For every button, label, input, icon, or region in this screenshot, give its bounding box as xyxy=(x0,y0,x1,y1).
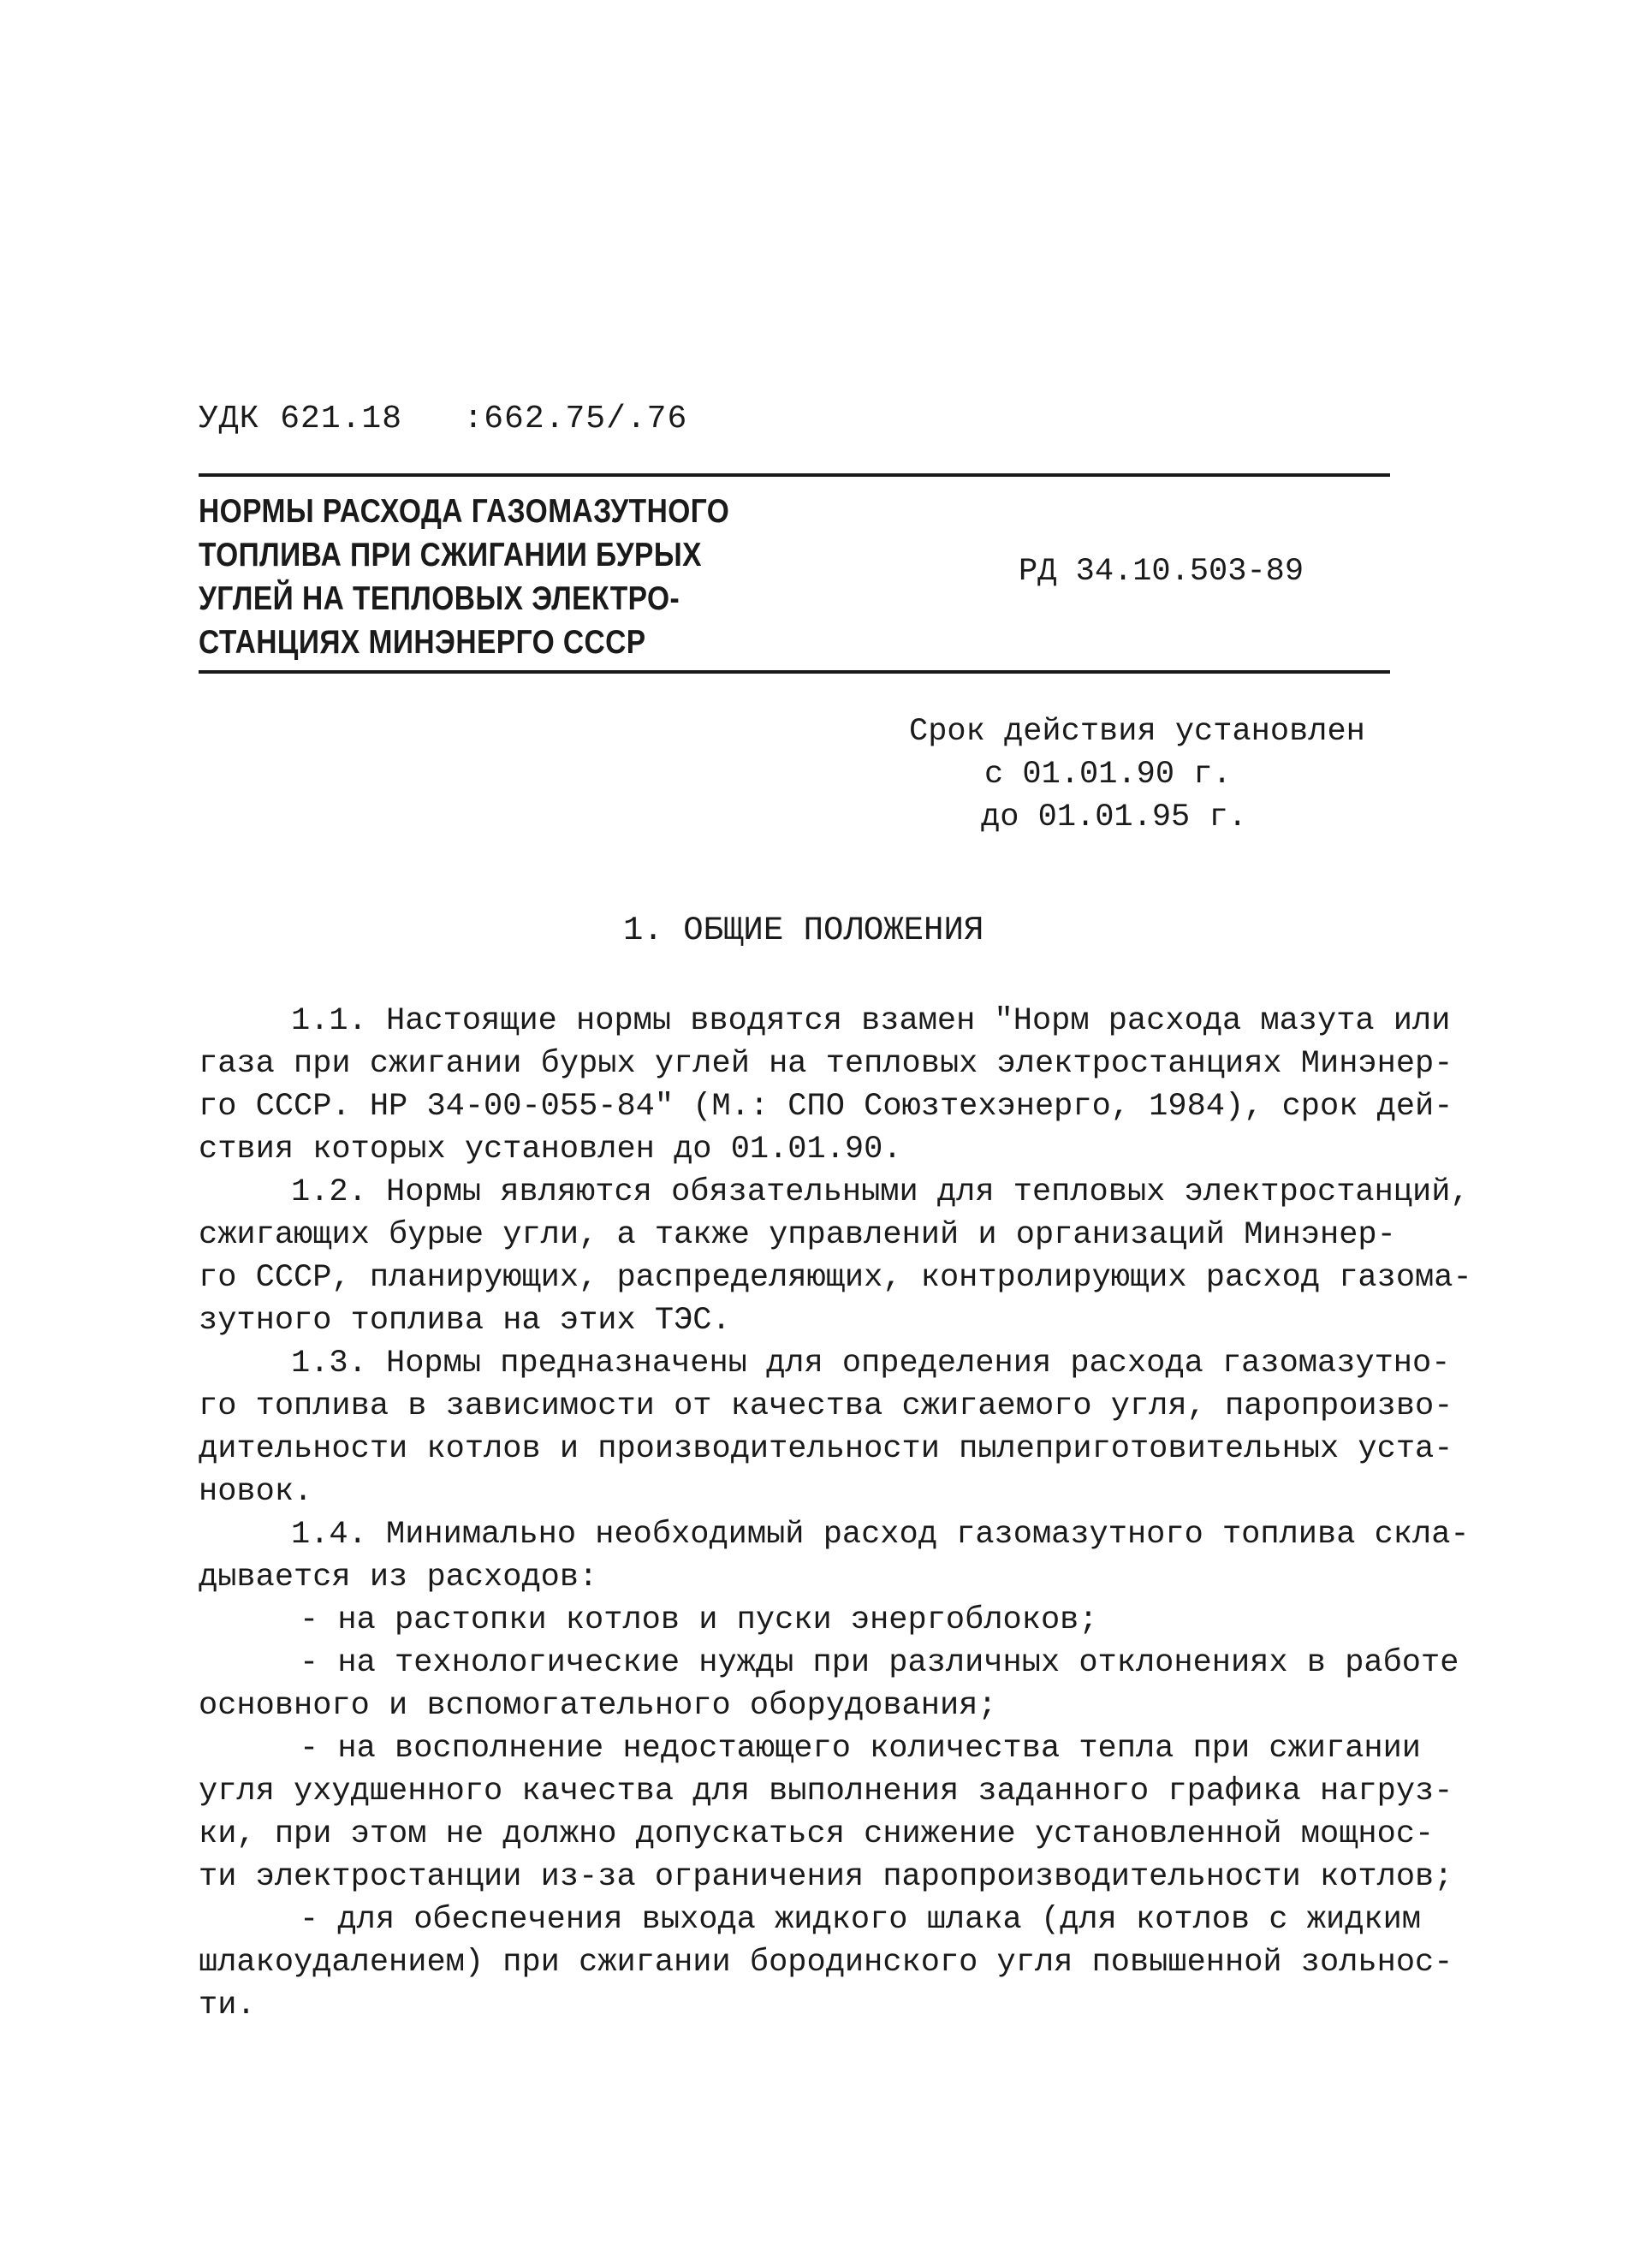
validity-label: Срок действия установлен xyxy=(909,714,1365,750)
title-line: УГЛЕЙ НА ТЕПЛОВЫХ ЭЛЕКТРО- xyxy=(199,580,680,617)
title-line: ТОПЛИВА ПРИ СЖИГАНИИ БУРЫХ xyxy=(199,537,702,573)
list-item: - на растопки котлов и пуски энергоблоков; xyxy=(300,1602,1098,1638)
paragraph-line: ки, при этом не должно допускаться снижение установленной мощнос- xyxy=(199,1816,1435,1852)
list-item: - для обеспечения выхода жидкого шлака (для котлов с жидким xyxy=(300,1902,1422,1938)
paragraph-line: зутного топлива на этих ТЭС. xyxy=(199,1303,731,1339)
validity-block xyxy=(0,710,1365,924)
paragraph-line: ти электростанции из-за ограничения паропроизводительности котлов; xyxy=(199,1859,1453,1895)
list-item: - на восполнение недостающего количества тепла при сжигании xyxy=(300,1731,1422,1767)
validity-start-date: с 01.01.90 г. xyxy=(984,757,1232,793)
title-line: НОРМЫ РАСХОДА ГАЗОМАЗУТНОГО xyxy=(199,493,730,530)
paragraph-line: го СССР. НР 34-00-055-84" (М.: СПО Союзтехэнерго, 1984), срок дей- xyxy=(199,1089,1453,1125)
body-text xyxy=(199,1000,1472,2027)
section-heading: 1. ОБЩИЕ ПОЛОЖЕНИЯ xyxy=(623,912,984,949)
paragraph-line: дительности котлов и производительности пылеприготовительных уста- xyxy=(199,1431,1453,1467)
paragraph-line: новок. xyxy=(199,1474,313,1510)
paragraph-line: 1.4. Минимально необходимый расход газомазутного топлива скла- xyxy=(291,1517,1470,1553)
header-rule-top xyxy=(199,473,1390,477)
document-code: РД 34.10.503-89 xyxy=(1019,554,1304,590)
udk-code: УДК 621.18 :662.75/.76 xyxy=(199,401,688,437)
paragraph-line: газа при сжигании бурых углей на тепловых электростанциях Минэнер- xyxy=(199,1046,1453,1082)
validity-end-date: до 01.01.95 г. xyxy=(981,799,1247,835)
paragraph-line: 1.3. Нормы предназначены для определения расхода газомазутно- xyxy=(291,1346,1451,1382)
title-line: СТАНЦИЯХ МИНЭНЕРГО СССР xyxy=(199,624,646,661)
paragraph-line: ствия которых установлен до 01.01.90. xyxy=(199,1132,902,1168)
paragraph-line: 1.2. Нормы являются обязательными для тепловых электростанций, xyxy=(291,1174,1470,1210)
paragraph-line: 1.1. Настоящие нормы вводятся взамен "Норм расхода мазута или xyxy=(291,1003,1451,1039)
header-rule-bottom xyxy=(199,670,1390,674)
paragraph-line: ти. xyxy=(199,1988,256,2023)
paragraph-line: основного и вспомогательного оборудования; xyxy=(199,1688,997,1724)
document-title xyxy=(199,490,746,664)
paragraph-line: угля ухудшенного качества для выполнения заданного графика нагруз- xyxy=(199,1774,1453,1809)
paragraph-line: го СССР, планирующих, распределяющих, контролирующих расход газома- xyxy=(199,1260,1472,1296)
list-item: - на технологические нужды при различных отклонениях в работе xyxy=(300,1645,1459,1681)
paragraph-line: сжигающих бурые угли, а также управлений и организаций Минэнер- xyxy=(199,1217,1396,1253)
paragraph-line: го топлива в зависимости от качества сжигаемого угля, паропроизво- xyxy=(199,1388,1453,1424)
paragraph-line: шлакоудалением) при сжигании бородинского угля повышенной зольнос- xyxy=(199,1945,1453,1981)
paragraph-line: дывается из расходов: xyxy=(199,1560,598,1595)
